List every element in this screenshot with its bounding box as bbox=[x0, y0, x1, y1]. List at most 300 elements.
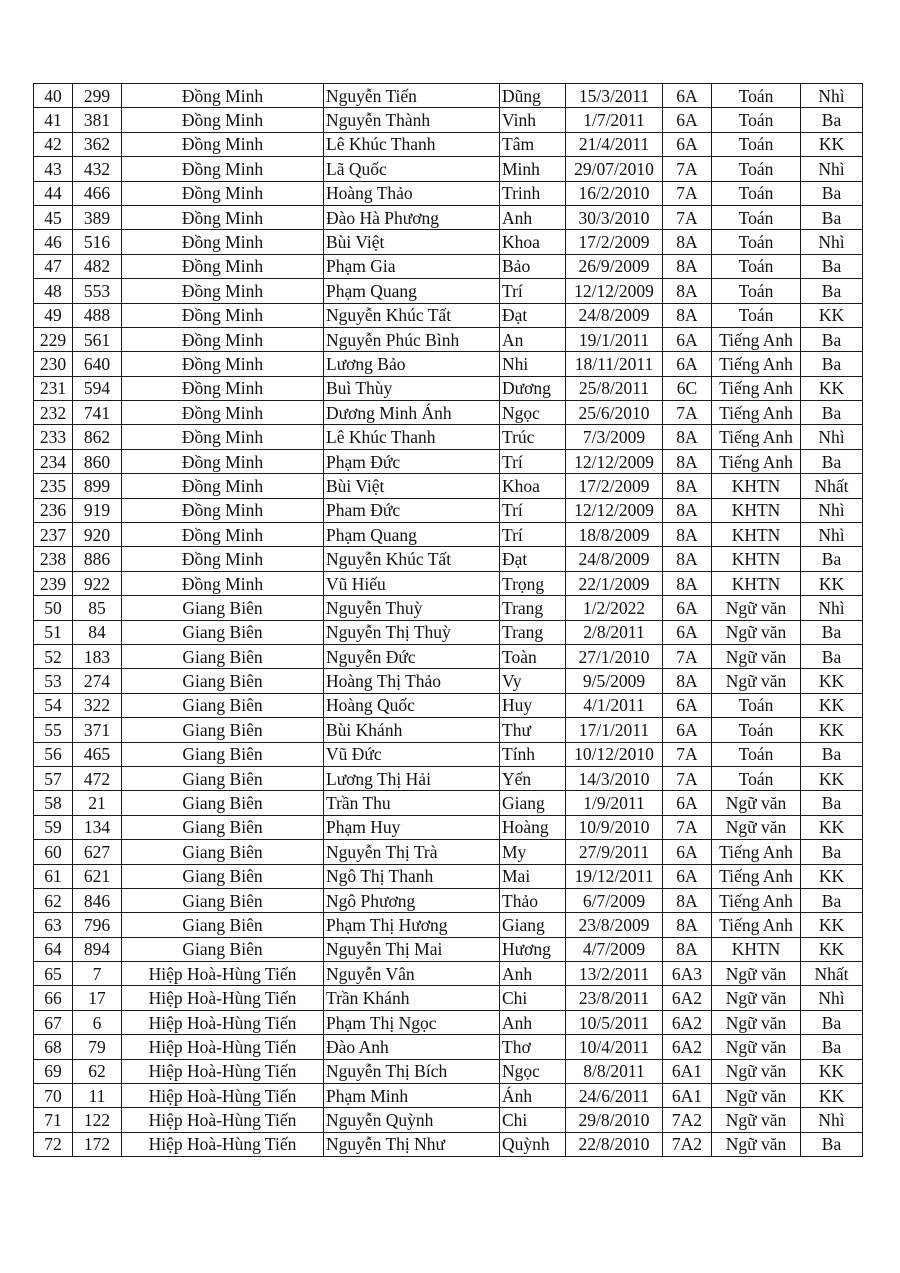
cell-class: 7A bbox=[663, 766, 712, 790]
cell-subject: Toán bbox=[712, 157, 801, 181]
cell-candidate-number: 516 bbox=[73, 230, 122, 254]
cell-last-middle-name: Pham Đức bbox=[324, 498, 500, 522]
cell-stt: 67 bbox=[34, 1010, 73, 1034]
cell-school: Đồng Minh bbox=[122, 84, 324, 108]
cell-first-name: Ánh bbox=[500, 1084, 566, 1108]
cell-first-name: Trí bbox=[500, 279, 566, 303]
cell-date-of-birth: 7/3/2009 bbox=[566, 425, 663, 449]
results-table bbox=[33, 83, 863, 1157]
cell-subject: Tiếng Anh bbox=[712, 352, 801, 376]
cell-stt: 41 bbox=[34, 108, 73, 132]
cell-first-name: Khoa bbox=[500, 474, 566, 498]
cell-subject: Toán bbox=[712, 742, 801, 766]
cell-subject: Toán bbox=[712, 84, 801, 108]
cell-stt: 64 bbox=[34, 937, 73, 961]
table-row bbox=[34, 108, 863, 132]
cell-candidate-number: 899 bbox=[73, 474, 122, 498]
cell-date-of-birth: 22/8/2010 bbox=[566, 1132, 663, 1156]
cell-class: 8A bbox=[663, 669, 712, 693]
cell-award: Ba bbox=[801, 791, 863, 815]
table-row bbox=[34, 864, 863, 888]
cell-first-name: Trinh bbox=[500, 181, 566, 205]
cell-stt: 60 bbox=[34, 840, 73, 864]
cell-subject: Tiếng Anh bbox=[712, 913, 801, 937]
cell-school: Đồng Minh bbox=[122, 547, 324, 571]
cell-award: KK bbox=[801, 132, 863, 156]
cell-first-name: Dũng bbox=[500, 84, 566, 108]
table-row bbox=[34, 547, 863, 571]
cell-last-middle-name: Lã Quốc bbox=[324, 157, 500, 181]
cell-stt: 43 bbox=[34, 157, 73, 181]
cell-stt: 238 bbox=[34, 547, 73, 571]
cell-last-middle-name: Nguyễn Khúc Tất bbox=[324, 303, 500, 327]
cell-first-name: Dương bbox=[500, 376, 566, 400]
cell-candidate-number: 299 bbox=[73, 84, 122, 108]
cell-last-middle-name: Vũ Hiếu bbox=[324, 571, 500, 595]
cell-first-name: Khoa bbox=[500, 230, 566, 254]
cell-last-middle-name: Nguyễn Khúc Tất bbox=[324, 547, 500, 571]
cell-candidate-number: 62 bbox=[73, 1059, 122, 1083]
cell-first-name: Hương bbox=[500, 937, 566, 961]
cell-last-middle-name: Lê Khúc Thanh bbox=[324, 132, 500, 156]
cell-first-name: An bbox=[500, 327, 566, 351]
cell-school: Giang Biên bbox=[122, 596, 324, 620]
cell-candidate-number: 922 bbox=[73, 571, 122, 595]
cell-award: Ba bbox=[801, 279, 863, 303]
cell-last-middle-name: Phạm Quang bbox=[324, 523, 500, 547]
cell-date-of-birth: 29/07/2010 bbox=[566, 157, 663, 181]
cell-award: KK bbox=[801, 864, 863, 888]
cell-school: Giang Biên bbox=[122, 718, 324, 742]
cell-school: Giang Biên bbox=[122, 864, 324, 888]
cell-class: 8A bbox=[663, 449, 712, 473]
cell-last-middle-name: Dương Minh Ánh bbox=[324, 401, 500, 425]
cell-first-name: Trí bbox=[500, 449, 566, 473]
cell-school: Giang Biên bbox=[122, 644, 324, 668]
cell-candidate-number: 6 bbox=[73, 1010, 122, 1034]
cell-stt: 63 bbox=[34, 913, 73, 937]
cell-award: Ba bbox=[801, 327, 863, 351]
cell-last-middle-name: Nguyễn Thuỳ bbox=[324, 596, 500, 620]
table-row bbox=[34, 693, 863, 717]
cell-first-name: Trang bbox=[500, 620, 566, 644]
cell-class: 6A3 bbox=[663, 962, 712, 986]
cell-subject: Tiếng Anh bbox=[712, 401, 801, 425]
cell-award: Ba bbox=[801, 108, 863, 132]
cell-stt: 229 bbox=[34, 327, 73, 351]
cell-last-middle-name: Phạm Huy bbox=[324, 815, 500, 839]
cell-last-middle-name: Nguyễn Quỳnh bbox=[324, 1108, 500, 1132]
cell-stt: 236 bbox=[34, 498, 73, 522]
cell-stt: 230 bbox=[34, 352, 73, 376]
table-row bbox=[34, 352, 863, 376]
cell-candidate-number: 17 bbox=[73, 986, 122, 1010]
cell-award: Nhì bbox=[801, 157, 863, 181]
cell-award: Ba bbox=[801, 352, 863, 376]
cell-award: Ba bbox=[801, 620, 863, 644]
cell-school: Giang Biên bbox=[122, 766, 324, 790]
cell-first-name: Anh bbox=[500, 1010, 566, 1034]
cell-first-name: My bbox=[500, 840, 566, 864]
cell-last-middle-name: Đào Hà Phương bbox=[324, 205, 500, 229]
table-row bbox=[34, 474, 863, 498]
cell-award: Nhì bbox=[801, 84, 863, 108]
cell-date-of-birth: 27/9/2011 bbox=[566, 840, 663, 864]
cell-award: Nhì bbox=[801, 1108, 863, 1132]
cell-class: 8A bbox=[663, 474, 712, 498]
cell-date-of-birth: 22/1/2009 bbox=[566, 571, 663, 595]
cell-class: 7A bbox=[663, 742, 712, 766]
table-row bbox=[34, 84, 863, 108]
cell-date-of-birth: 1/7/2011 bbox=[566, 108, 663, 132]
cell-stt: 55 bbox=[34, 718, 73, 742]
cell-date-of-birth: 12/12/2009 bbox=[566, 498, 663, 522]
cell-subject: Ngữ văn bbox=[712, 620, 801, 644]
table-row bbox=[34, 986, 863, 1010]
cell-subject: KHTN bbox=[712, 937, 801, 961]
cell-class: 6A bbox=[663, 108, 712, 132]
cell-stt: 49 bbox=[34, 303, 73, 327]
cell-school: Đồng Minh bbox=[122, 132, 324, 156]
cell-date-of-birth: 9/5/2009 bbox=[566, 669, 663, 693]
cell-subject: Ngữ văn bbox=[712, 669, 801, 693]
cell-last-middle-name: Nguyễn Đức bbox=[324, 644, 500, 668]
cell-stt: 232 bbox=[34, 401, 73, 425]
cell-award: KK bbox=[801, 815, 863, 839]
cell-first-name: Minh bbox=[500, 157, 566, 181]
cell-candidate-number: 11 bbox=[73, 1084, 122, 1108]
cell-school: Hiệp Hoà-Hùng Tiến bbox=[122, 1084, 324, 1108]
cell-subject: Toán bbox=[712, 693, 801, 717]
cell-award: Nhì bbox=[801, 498, 863, 522]
cell-date-of-birth: 23/8/2011 bbox=[566, 986, 663, 1010]
table-row bbox=[34, 1010, 863, 1034]
cell-last-middle-name: Lương Thị Hải bbox=[324, 766, 500, 790]
cell-candidate-number: 846 bbox=[73, 888, 122, 912]
cell-last-middle-name: Phạm Thị Hương bbox=[324, 913, 500, 937]
table-row bbox=[34, 791, 863, 815]
cell-class: 6A bbox=[663, 327, 712, 351]
cell-award: Ba bbox=[801, 181, 863, 205]
cell-class: 8A bbox=[663, 547, 712, 571]
cell-award: Ba bbox=[801, 401, 863, 425]
cell-first-name: Hoàng bbox=[500, 815, 566, 839]
cell-stt: 72 bbox=[34, 1132, 73, 1156]
cell-class: 7A bbox=[663, 157, 712, 181]
cell-stt: 65 bbox=[34, 962, 73, 986]
cell-date-of-birth: 2/8/2011 bbox=[566, 620, 663, 644]
cell-school: Hiệp Hoà-Hùng Tiến bbox=[122, 1132, 324, 1156]
cell-stt: 46 bbox=[34, 230, 73, 254]
cell-school: Hiệp Hoà-Hùng Tiến bbox=[122, 962, 324, 986]
cell-school: Đồng Minh bbox=[122, 279, 324, 303]
cell-date-of-birth: 1/2/2022 bbox=[566, 596, 663, 620]
cell-first-name: Vy bbox=[500, 669, 566, 693]
cell-stt: 239 bbox=[34, 571, 73, 595]
cell-school: Hiệp Hoà-Hùng Tiến bbox=[122, 1108, 324, 1132]
cell-last-middle-name: Ngô Phương bbox=[324, 888, 500, 912]
cell-subject: KHTN bbox=[712, 474, 801, 498]
table-row bbox=[34, 937, 863, 961]
cell-award: KK bbox=[801, 766, 863, 790]
cell-last-middle-name: Buì Thùy bbox=[324, 376, 500, 400]
cell-last-middle-name: Nguyễn Vân bbox=[324, 962, 500, 986]
table-row bbox=[34, 669, 863, 693]
cell-stt: 231 bbox=[34, 376, 73, 400]
cell-candidate-number: 741 bbox=[73, 401, 122, 425]
cell-school: Giang Biên bbox=[122, 913, 324, 937]
table-row bbox=[34, 1084, 863, 1108]
cell-award: Ba bbox=[801, 254, 863, 278]
cell-stt: 233 bbox=[34, 425, 73, 449]
cell-date-of-birth: 10/4/2011 bbox=[566, 1035, 663, 1059]
cell-class: 6A bbox=[663, 596, 712, 620]
cell-candidate-number: 381 bbox=[73, 108, 122, 132]
cell-class: 6C bbox=[663, 376, 712, 400]
cell-last-middle-name: Vũ Đức bbox=[324, 742, 500, 766]
cell-date-of-birth: 18/8/2009 bbox=[566, 523, 663, 547]
cell-date-of-birth: 17/2/2009 bbox=[566, 474, 663, 498]
cell-subject: Ngữ văn bbox=[712, 1010, 801, 1034]
table-row bbox=[34, 815, 863, 839]
cell-candidate-number: 886 bbox=[73, 547, 122, 571]
cell-first-name: Trúc bbox=[500, 425, 566, 449]
cell-subject: Toán bbox=[712, 279, 801, 303]
cell-class: 6A bbox=[663, 620, 712, 644]
cell-subject: Tiếng Anh bbox=[712, 425, 801, 449]
cell-award: Nhì bbox=[801, 596, 863, 620]
cell-last-middle-name: Phạm Quang bbox=[324, 279, 500, 303]
cell-award: Nhất bbox=[801, 474, 863, 498]
cell-last-middle-name: Hoàng Thị Thảo bbox=[324, 669, 500, 693]
cell-stt: 48 bbox=[34, 279, 73, 303]
cell-stt: 54 bbox=[34, 693, 73, 717]
cell-class: 8A bbox=[663, 279, 712, 303]
table-row bbox=[34, 327, 863, 351]
cell-date-of-birth: 13/2/2011 bbox=[566, 962, 663, 986]
cell-candidate-number: 920 bbox=[73, 523, 122, 547]
cell-class: 7A bbox=[663, 401, 712, 425]
cell-stt: 57 bbox=[34, 766, 73, 790]
cell-class: 6A bbox=[663, 352, 712, 376]
table-row bbox=[34, 230, 863, 254]
cell-class: 6A1 bbox=[663, 1059, 712, 1083]
cell-subject: KHTN bbox=[712, 547, 801, 571]
cell-school: Đồng Minh bbox=[122, 230, 324, 254]
cell-candidate-number: 362 bbox=[73, 132, 122, 156]
table-row bbox=[34, 303, 863, 327]
cell-class: 8A bbox=[663, 523, 712, 547]
cell-subject: Toán bbox=[712, 718, 801, 742]
cell-school: Đồng Minh bbox=[122, 327, 324, 351]
table-row bbox=[34, 157, 863, 181]
cell-candidate-number: 796 bbox=[73, 913, 122, 937]
cell-subject: Toán bbox=[712, 132, 801, 156]
cell-award: Nhì bbox=[801, 230, 863, 254]
cell-candidate-number: 7 bbox=[73, 962, 122, 986]
cell-last-middle-name: Nguyễn Phúc Bình bbox=[324, 327, 500, 351]
cell-subject: Ngữ văn bbox=[712, 644, 801, 668]
cell-school: Đồng Minh bbox=[122, 205, 324, 229]
cell-school: Đồng Minh bbox=[122, 352, 324, 376]
cell-class: 6A bbox=[663, 840, 712, 864]
cell-first-name: Trí bbox=[500, 498, 566, 522]
cell-award: KK bbox=[801, 693, 863, 717]
cell-subject: Tiếng Anh bbox=[712, 449, 801, 473]
cell-class: 6A bbox=[663, 84, 712, 108]
cell-subject: Ngữ văn bbox=[712, 986, 801, 1010]
cell-stt: 66 bbox=[34, 986, 73, 1010]
table-row bbox=[34, 644, 863, 668]
cell-candidate-number: 432 bbox=[73, 157, 122, 181]
cell-candidate-number: 488 bbox=[73, 303, 122, 327]
cell-award: Ba bbox=[801, 888, 863, 912]
table-row bbox=[34, 132, 863, 156]
cell-stt: 62 bbox=[34, 888, 73, 912]
cell-date-of-birth: 19/1/2011 bbox=[566, 327, 663, 351]
cell-subject: KHTN bbox=[712, 571, 801, 595]
cell-award: Ba bbox=[801, 1035, 863, 1059]
cell-last-middle-name: Nguyễn Thị Thuỳ bbox=[324, 620, 500, 644]
cell-last-middle-name: Lương Bảo bbox=[324, 352, 500, 376]
cell-stt: 51 bbox=[34, 620, 73, 644]
cell-candidate-number: 79 bbox=[73, 1035, 122, 1059]
cell-candidate-number: 482 bbox=[73, 254, 122, 278]
cell-date-of-birth: 10/5/2011 bbox=[566, 1010, 663, 1034]
table-row bbox=[34, 523, 863, 547]
cell-first-name: Trọng bbox=[500, 571, 566, 595]
cell-last-middle-name: Phạm Gia bbox=[324, 254, 500, 278]
cell-award: KK bbox=[801, 1084, 863, 1108]
cell-class: 8A bbox=[663, 230, 712, 254]
cell-candidate-number: 371 bbox=[73, 718, 122, 742]
cell-stt: 70 bbox=[34, 1084, 73, 1108]
cell-school: Đồng Minh bbox=[122, 254, 324, 278]
cell-class: 7A bbox=[663, 205, 712, 229]
cell-class: 7A2 bbox=[663, 1108, 712, 1132]
cell-class: 7A bbox=[663, 644, 712, 668]
cell-class: 8A bbox=[663, 888, 712, 912]
cell-school: Giang Biên bbox=[122, 791, 324, 815]
cell-award: Ba bbox=[801, 1010, 863, 1034]
cell-first-name: Giang bbox=[500, 913, 566, 937]
cell-last-middle-name: Bùi Khánh bbox=[324, 718, 500, 742]
cell-last-middle-name: Bùi Việt bbox=[324, 474, 500, 498]
cell-date-of-birth: 25/6/2010 bbox=[566, 401, 663, 425]
cell-first-name: Thảo bbox=[500, 888, 566, 912]
cell-award: Ba bbox=[801, 205, 863, 229]
cell-date-of-birth: 17/1/2011 bbox=[566, 718, 663, 742]
cell-candidate-number: 627 bbox=[73, 840, 122, 864]
cell-last-middle-name: Phạm Đức bbox=[324, 449, 500, 473]
table-row bbox=[34, 571, 863, 595]
cell-first-name: Trí bbox=[500, 523, 566, 547]
cell-candidate-number: 274 bbox=[73, 669, 122, 693]
cell-date-of-birth: 21/4/2011 bbox=[566, 132, 663, 156]
cell-class: 8A bbox=[663, 571, 712, 595]
cell-date-of-birth: 18/11/2011 bbox=[566, 352, 663, 376]
cell-candidate-number: 85 bbox=[73, 596, 122, 620]
table-row bbox=[34, 376, 863, 400]
cell-last-middle-name: Nguyễn Thị Bích bbox=[324, 1059, 500, 1083]
cell-first-name: Nhi bbox=[500, 352, 566, 376]
table-row bbox=[34, 425, 863, 449]
cell-class: 6A2 bbox=[663, 1035, 712, 1059]
table-row bbox=[34, 913, 863, 937]
cell-subject: Ngữ văn bbox=[712, 1084, 801, 1108]
cell-class: 8A bbox=[663, 937, 712, 961]
cell-last-middle-name: Nguyễn Tiến bbox=[324, 84, 500, 108]
cell-award: Nhì bbox=[801, 523, 863, 547]
cell-date-of-birth: 26/9/2009 bbox=[566, 254, 663, 278]
table-row bbox=[34, 498, 863, 522]
cell-award: Nhất bbox=[801, 962, 863, 986]
cell-class: 6A bbox=[663, 791, 712, 815]
cell-first-name: Vinh bbox=[500, 108, 566, 132]
cell-award: KK bbox=[801, 571, 863, 595]
cell-candidate-number: 322 bbox=[73, 693, 122, 717]
cell-date-of-birth: 4/7/2009 bbox=[566, 937, 663, 961]
cell-subject: Tiếng Anh bbox=[712, 840, 801, 864]
cell-first-name: Anh bbox=[500, 205, 566, 229]
cell-candidate-number: 860 bbox=[73, 449, 122, 473]
table-row bbox=[34, 766, 863, 790]
cell-school: Đồng Minh bbox=[122, 474, 324, 498]
cell-school: Đồng Minh bbox=[122, 425, 324, 449]
cell-first-name: Thư bbox=[500, 718, 566, 742]
cell-award: Ba bbox=[801, 449, 863, 473]
cell-class: 6A bbox=[663, 864, 712, 888]
cell-award: KK bbox=[801, 913, 863, 937]
cell-school: Đồng Minh bbox=[122, 498, 324, 522]
cell-date-of-birth: 1/9/2011 bbox=[566, 791, 663, 815]
cell-subject: Toán bbox=[712, 254, 801, 278]
cell-award: Ba bbox=[801, 644, 863, 668]
cell-stt: 69 bbox=[34, 1059, 73, 1083]
cell-award: Ba bbox=[801, 1132, 863, 1156]
cell-first-name: Tâm bbox=[500, 132, 566, 156]
cell-stt: 47 bbox=[34, 254, 73, 278]
cell-stt: 52 bbox=[34, 644, 73, 668]
cell-last-middle-name: Trần Thu bbox=[324, 791, 500, 815]
cell-stt: 58 bbox=[34, 791, 73, 815]
table-row bbox=[34, 1132, 863, 1156]
cell-first-name: Thơ bbox=[500, 1035, 566, 1059]
cell-last-middle-name: Phạm Thị Ngọc bbox=[324, 1010, 500, 1034]
cell-award: KK bbox=[801, 376, 863, 400]
cell-award: KK bbox=[801, 937, 863, 961]
cell-class: 8A bbox=[663, 254, 712, 278]
cell-first-name: Ngọc bbox=[500, 1059, 566, 1083]
cell-subject: Tiếng Anh bbox=[712, 376, 801, 400]
table-row bbox=[34, 888, 863, 912]
cell-school: Đồng Minh bbox=[122, 303, 324, 327]
cell-subject: Ngữ văn bbox=[712, 1132, 801, 1156]
cell-date-of-birth: 10/12/2010 bbox=[566, 742, 663, 766]
cell-subject: Ngữ văn bbox=[712, 596, 801, 620]
cell-candidate-number: 621 bbox=[73, 864, 122, 888]
cell-school: Giang Biên bbox=[122, 815, 324, 839]
cell-candidate-number: 919 bbox=[73, 498, 122, 522]
cell-school: Đồng Minh bbox=[122, 523, 324, 547]
cell-stt: 50 bbox=[34, 596, 73, 620]
table-row bbox=[34, 279, 863, 303]
cell-first-name: Bảo bbox=[500, 254, 566, 278]
cell-award: Nhì bbox=[801, 986, 863, 1010]
cell-last-middle-name: Nguyễn Thị Mai bbox=[324, 937, 500, 961]
table-row bbox=[34, 840, 863, 864]
cell-subject: Ngữ văn bbox=[712, 1035, 801, 1059]
